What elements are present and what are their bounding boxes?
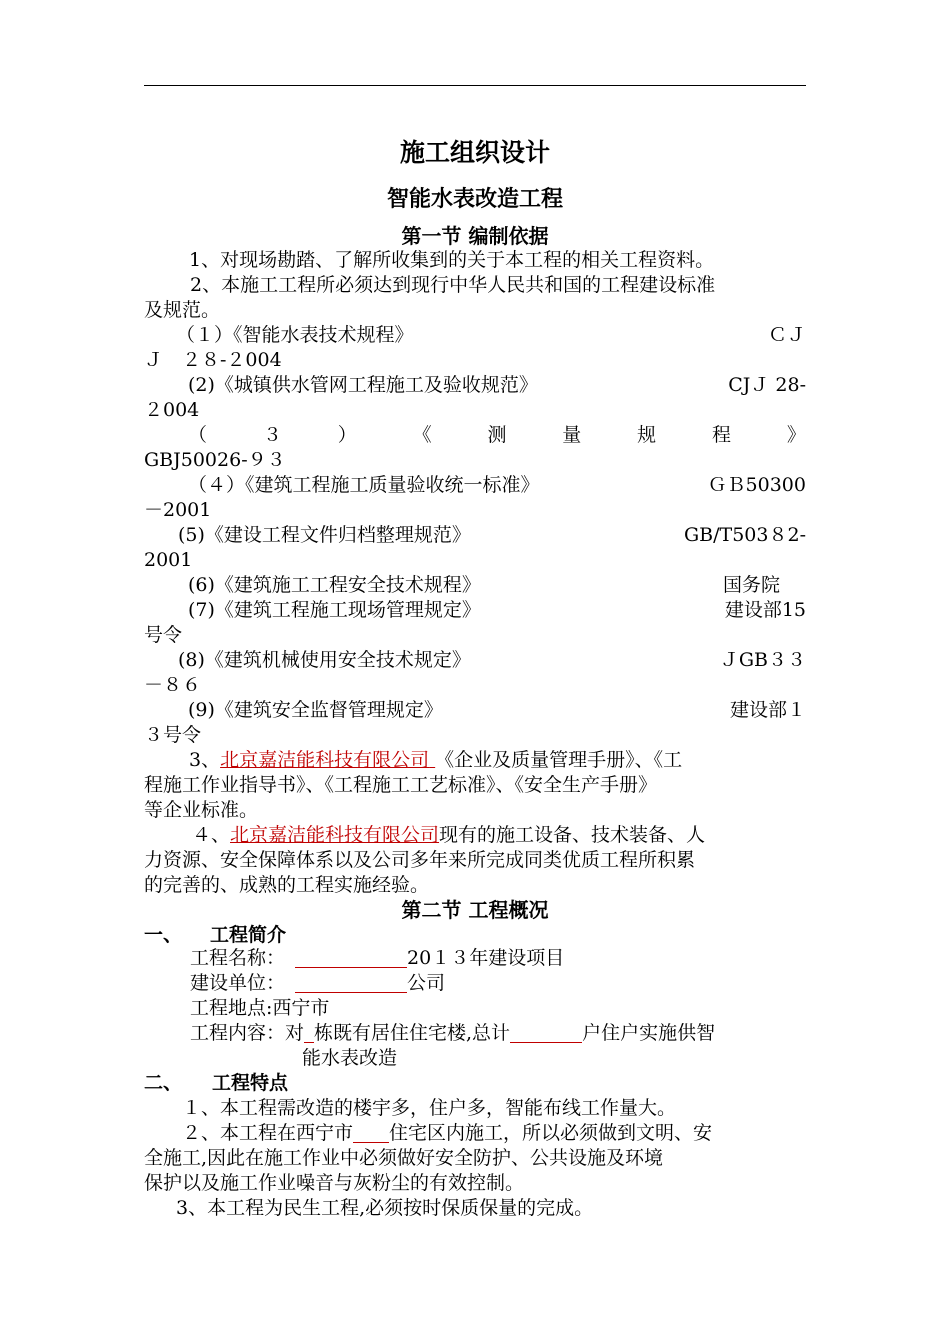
page-title: 施工组织设计 <box>399 138 550 167</box>
project-name-row <box>144 946 806 971</box>
standard-1-cont: Ｊ ２８-２004 <box>144 349 282 371</box>
standard-2-code: CJＪ 28- <box>728 374 806 396</box>
feature-2 <box>144 1121 806 1146</box>
basis-item-1: 1、对现场勘踏、了解所收集到的关于本工程的相关工程资料。 <box>189 249 715 271</box>
standard-2 <box>144 373 806 398</box>
standard-3-part: 量 <box>562 424 582 446</box>
standard-4-code: ＧＢ50300 <box>707 474 806 496</box>
project-name-suffix: 20１３年建设项目 <box>407 947 565 969</box>
basis-item-3-cont2: 等企业标准。 <box>144 799 259 821</box>
project-content-label: 工程内容：对 <box>190 1022 305 1044</box>
standard-7-cont: 号令 <box>144 624 183 646</box>
standard-3-cont: GBJ50026-９３ <box>144 449 286 471</box>
section1-heading: 第一节 编制依据 <box>401 224 549 248</box>
standard-9-title: (9)《建筑安全监督管理规定》 <box>188 699 443 721</box>
subsection-1-number: 一、 <box>144 924 183 946</box>
client-label: 建设单位： <box>190 972 286 994</box>
standard-4-cont: －2001 <box>144 499 212 521</box>
standard-3 <box>144 423 806 448</box>
basis-item-3-number: 3、 <box>189 749 221 771</box>
subsection-2-heading <box>144 1071 806 1096</box>
standard-8 <box>144 648 806 673</box>
client-suffix: 公司 <box>407 972 446 994</box>
standard-3-part: 程 <box>712 424 732 446</box>
subsection-2-title: 工程特点 <box>212 1072 289 1094</box>
standard-5-title: (5)《建设工程文件归档整理规范》 <box>178 524 471 546</box>
feature-3: 3、本工程为民生工程,必须按时保质保量的完成。 <box>176 1197 594 1219</box>
basis-item-3-cont: 程施工作业指导书》、《工程施工工艺标准》、《安全生产手册》 <box>144 774 658 796</box>
standard-8-title: (8)《建筑机械使用安全技术规定》 <box>178 649 471 671</box>
client-blank <box>295 972 407 993</box>
basis-item-2-cont: 及规范。 <box>144 299 221 321</box>
basis-item-3-text: 《企业及质量管理手册》、《工 <box>435 749 683 771</box>
standard-7-issuer: 建设部15 <box>724 599 806 621</box>
standard-8-cont: －８６ <box>144 674 202 696</box>
feature-2-cont2: 保护以及施工作业噪音与灰粉尘的有效控制。 <box>144 1172 525 1194</box>
standard-1-code: ＣＪ <box>767 324 806 346</box>
building-count-blank <box>304 1022 314 1043</box>
feature-2-cont: 全施工,因此在施工作业中必须做好安全防护、公共设施及环境 <box>144 1147 664 1169</box>
project-content-cont: 能水表改造 <box>302 1047 398 1069</box>
project-name-label: 工程名称： <box>190 947 286 969</box>
basis-item-4-cont2: 的完善的、成熟的工程实施经验。 <box>144 874 430 896</box>
company-name-link-2[interactable]: 北京嘉洁能科技有限公司 <box>230 824 440 846</box>
project-content-row <box>144 1021 806 1046</box>
project-site: 工程地点:西宁市 <box>190 997 330 1019</box>
project-content-end: 户住户实施供智 <box>582 1022 716 1044</box>
standard-5 <box>144 523 806 548</box>
project-name-blank <box>295 947 407 968</box>
standard-7 <box>144 598 806 623</box>
standard-2-title: (2)《城镇供水管网工程施工及验收规范》 <box>188 374 538 396</box>
standard-1 <box>144 323 806 348</box>
standard-6-issuer: 国务院 <box>722 574 780 596</box>
standard-9 <box>144 698 806 723</box>
company-name-link[interactable]: 北京嘉洁能科技有限公司 <box>220 749 430 771</box>
standard-3-part: ３ <box>262 424 282 446</box>
subsection-2-number: 二、 <box>144 1072 183 1094</box>
basis-item-3 <box>144 748 806 773</box>
standard-7-title: (7)《建筑工程施工现场管理规定》 <box>188 599 481 621</box>
section2-heading: 第二节 工程概况 <box>401 898 549 922</box>
standard-5-code: GB/T503８2- <box>684 524 806 546</box>
basis-item-2: 2、本施工工程所必须达到现行中华人民共和国的工程建设标准 <box>190 274 716 296</box>
header-rule <box>144 85 806 86</box>
standard-4-title: （４）《建筑工程施工质量验收统一标准》 <box>188 474 540 496</box>
basis-item-4 <box>144 823 806 848</box>
standard-3-part: 《 <box>412 424 432 446</box>
project-content-mid: 栋既有居住住宅楼,总计 <box>314 1022 511 1044</box>
page-subtitle: 智能水表改造工程 <box>386 187 563 212</box>
standard-8-code: ＪGB３３ <box>719 649 806 671</box>
standard-2-cont: ２004 <box>144 399 200 421</box>
standard-6-title: (6)《建筑施工工程安全技术规程》 <box>188 574 481 596</box>
standard-1-title: （１）《智能水表技术规程》 <box>176 324 414 346</box>
basis-item-4-number: ４、 <box>192 824 231 846</box>
feature-2-end: 住宅区内施工，所以必须做到文明、安 <box>389 1122 713 1144</box>
standard-3-part: 》 <box>786 424 806 446</box>
standard-6 <box>144 573 806 598</box>
standard-3-part: 规 <box>637 424 657 446</box>
standard-9-cont: ３号令 <box>144 724 202 746</box>
basis-item-4-cont: 力资源、安全保障体系以及公司多年来所完成同类优质工程所积累 <box>144 849 696 871</box>
feature-2-text: ２、本工程在西宁市 <box>182 1122 354 1144</box>
standard-4 <box>144 473 806 498</box>
client-row <box>144 971 806 996</box>
standard-5-cont: 2001 <box>144 549 193 571</box>
subsection-1-title: 工程简介 <box>210 924 287 946</box>
standard-3-part: 测 <box>487 424 507 446</box>
standard-3-part: ） <box>337 424 357 446</box>
household-count-blank <box>510 1022 582 1043</box>
district-blank <box>353 1122 389 1143</box>
feature-1: １、本工程需改造的楼宇多，住户多，智能布线工作量大。 <box>182 1097 677 1119</box>
basis-item-4-text: 现有的施工设备、技术装备、人 <box>439 824 706 846</box>
subsection-1-heading <box>144 923 806 948</box>
standard-3-part: （ <box>188 424 208 446</box>
standard-9-issuer: 建设部１ <box>729 699 806 721</box>
